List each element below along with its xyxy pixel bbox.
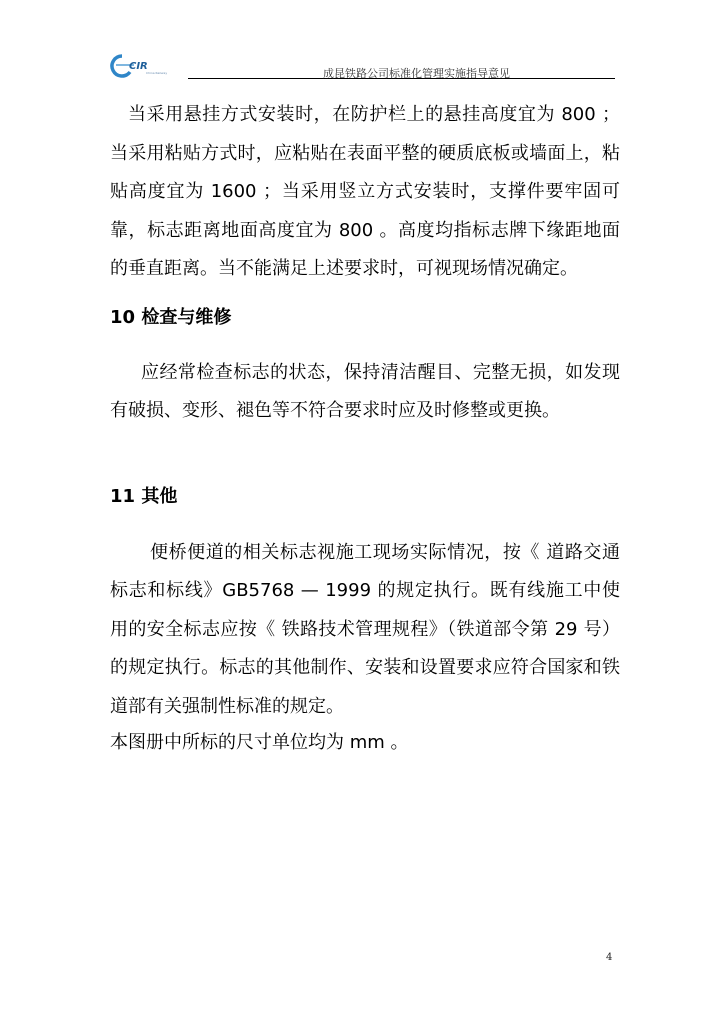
document-body [110, 96, 620, 760]
section-10-heading: 10 检查与维修 [110, 306, 232, 328]
logo-subtext: China Railway [146, 71, 168, 75]
section-11-paragraph: 便桥便道的相关标志视施工现场实际情况，按《 道路交通标志和标线》GB5768 — 1999 的规定执行。既有线施工中使用的安全标志应按《 铁路技术管理规程》（铁道部令第 29 号）的规定执行。标志的其他制作、安装和设置要求应符合国家和铁道部有关强制性标准的规定。 [110, 541, 620, 717]
header-title: 成昆铁路公司标准化管理实施指导意见 [323, 67, 510, 80]
units-note: 本图册中所标的尺寸单位均为 mm 。 [110, 732, 409, 753]
page-number: 4 [606, 952, 613, 963]
logo-icon [110, 52, 182, 78]
company-logo [110, 52, 182, 78]
section-11-heading: 11 其他 [110, 485, 178, 507]
section-10-paragraph: 应经常检查标志的状态，保持清洁醒目、完整无损，如发现有破损、变形、褪色等不符合要求时应及时修整或更换。 [110, 361, 620, 421]
logo-text: CIR [129, 61, 148, 72]
install-paragraph: 当采用悬挂方式安装时，在防护栏上的悬挂高度宜为 800 ；当采用粘贴方式时，应粘贴在表面平整的硬质底板或墙面上，粘贴高度宜为 1600 ；当采用竖立方式安装时，支撑件要牢固可靠，标志距离地面高度宜为 800 。高度均指标志牌下缘距地面的垂直距离。当不能满足上述要求时，可视现场情况确定。 [110, 104, 620, 279]
page-header [110, 52, 615, 80]
